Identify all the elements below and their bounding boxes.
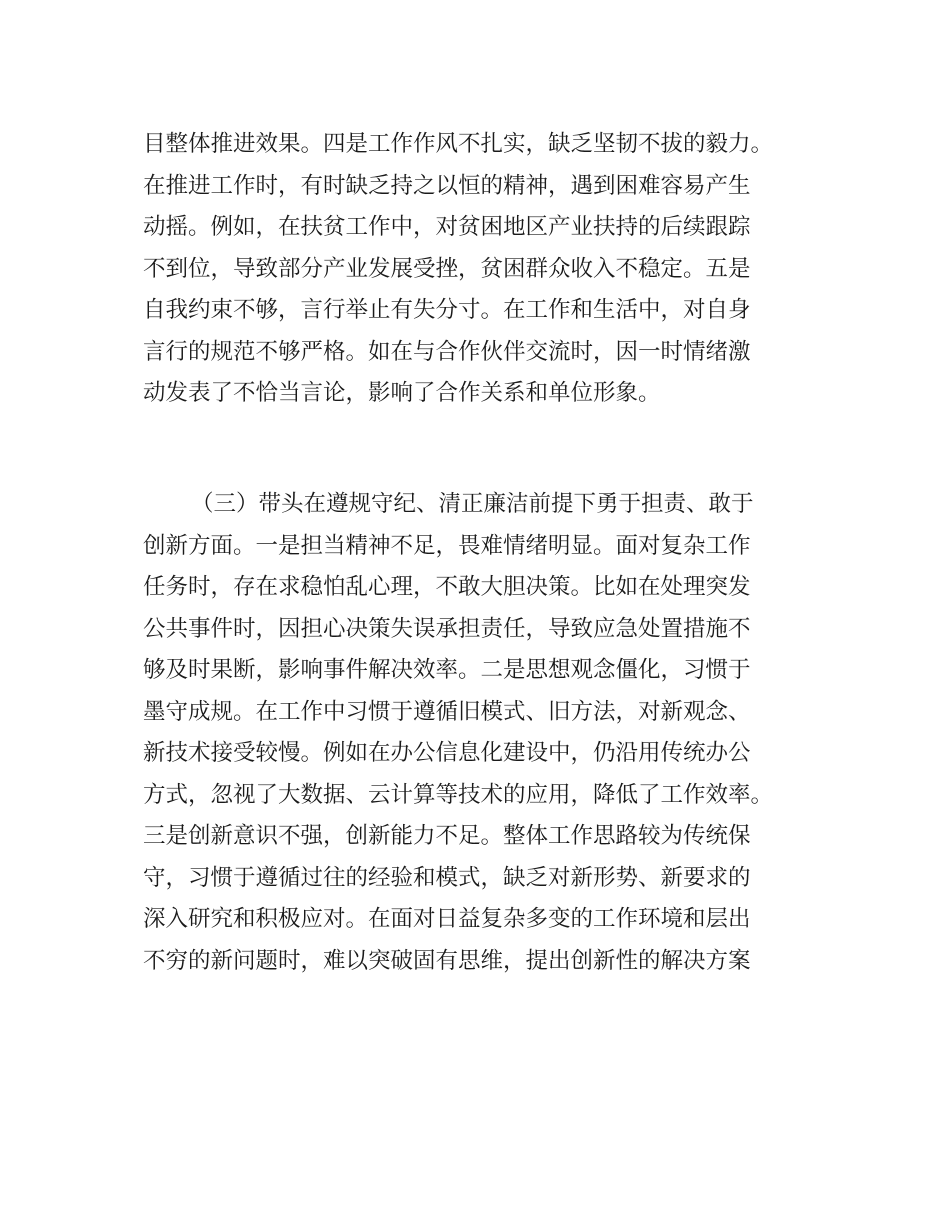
paragraph-line: 不到位，导致部分产业发展受挫，贫困群众收入不稳定。五是 xyxy=(143,255,751,282)
paragraph-line: 创新方面。一是担当精神不足，畏难情绪明显。面对复杂工作 xyxy=(143,532,751,559)
paragraph-line: 公共事件时，因担心决策失误承担责任，导致应急处置措施不 xyxy=(143,615,751,642)
paragraph-line: 自我约束不够，言行举止有失分寸。在工作和生活中，对自身 xyxy=(143,297,751,323)
paragraph-section-three xyxy=(143,484,823,982)
paragraph-line: 够及时果断，影响事件解决效率。二是思想观念僵化，习惯于 xyxy=(143,657,751,683)
section-heading-line: （三）带头在遵规守纪、清正廉洁前提下勇于担责、敢于 xyxy=(191,491,754,517)
paragraph-line: 言行的规范不够严格。如在与合作伙伴交流时，因一时情绪激 xyxy=(143,338,751,365)
paragraph-line: 墨守成规。在工作中习惯于遵循旧模式、旧方法，对新观念、 xyxy=(143,698,751,725)
paragraph-line: 在推进工作时，有时缺乏持之以恒的精神，遇到困难容易产生 xyxy=(143,172,751,199)
paragraph-line: 目整体推进效果。四是工作作风不扎实，缺乏坚韧不拔的毅力。 xyxy=(143,131,774,157)
paragraph-line: 方式，忽视了大数据、云计算等技术的应用，降低了工作效率。 xyxy=(143,781,774,808)
paragraph-line: 三是创新意识不强，创新能力不足。整体工作思路较为传统保 xyxy=(143,823,751,849)
paragraph-line: 动发表了不恰当言论，影响了合作关系和单位形象。 xyxy=(143,380,661,406)
paragraph-line: 任务时，存在求稳怕乱心理，不敢大胆决策。比如在处理突发 xyxy=(143,574,751,600)
paragraph-line: 不穷的新问题时，难以突破固有思维，提出创新性的解决方案 xyxy=(143,947,751,974)
paragraph-line: 动摇。例如，在扶贫工作中，对贫困地区产业扶持的后续跟踪 xyxy=(143,214,751,240)
paragraph-line: 守，习惯于遵循过往的经验和模式，缺乏对新形势、新要求的 xyxy=(143,864,751,891)
paragraph-line: 新技术接受较慢。例如在办公信息化建设中，仍沿用传统办公 xyxy=(143,740,751,766)
paragraph-line: 深入研究和积极应对。在面对日益复杂多变的工作环境和层出 xyxy=(143,906,751,932)
paragraph-work-style xyxy=(143,124,823,415)
